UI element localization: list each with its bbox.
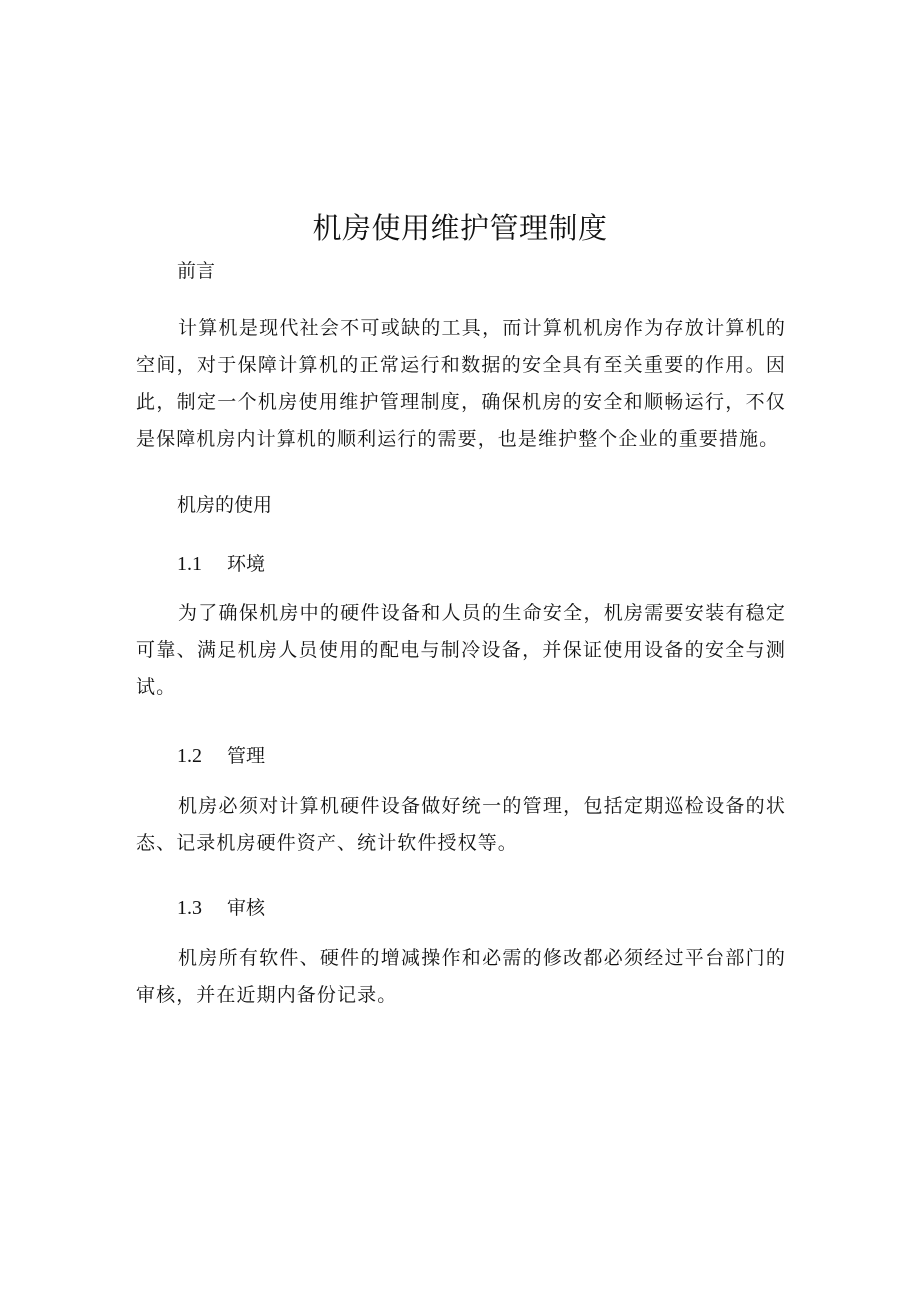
subsection-number: 1.2 [177,745,202,767]
subsection-title: 环境 [227,553,266,575]
section-heading-usage: 机房的使用 [177,494,273,516]
preface-heading: 前言 [177,260,216,282]
subsection-heading-environment [177,549,265,579]
subsection-paragraph-management: 机房必须对计算机硬件设备做好统一的管理，包括定期巡检设备的状态、记录机房硬件资产、统计软件授权等。 [136,795,786,854]
subsection-title: 审核 [227,897,266,919]
subsection-paragraph-review: 机房所有软件、硬件的增减操作和必需的修改都必须经过平台部门的审核，并在近期内备份记录。 [136,947,786,1006]
subsection-heading-review [177,893,265,923]
subsection-paragraph-environment: 为了确保机房中的硬件设备和人员的生命安全，机房需要安装有稳定可靠、满足机房人员使用的配电与制冷设备，并保证使用设备的安全与测试。 [136,602,786,698]
document-title: 机房使用维护管理制度 [312,211,608,245]
preface-paragraph: 计算机是现代社会不可或缺的工具，而计算机机房作为存放计算机的空间，对于保障计算机的正常运行和数据的安全具有至关重要的作用。因此，制定一个机房使用维护管理制度，确保机房的安全和顺畅运行，不仅是保障机房内计算机的顺利运行的需要，也是维护整个企业的重要措施。 [136,317,786,450]
subsection-number: 1.1 [177,553,202,575]
subsection-heading-management [177,741,265,771]
subsection-title: 管理 [227,745,266,767]
subsection-number: 1.3 [177,897,202,919]
